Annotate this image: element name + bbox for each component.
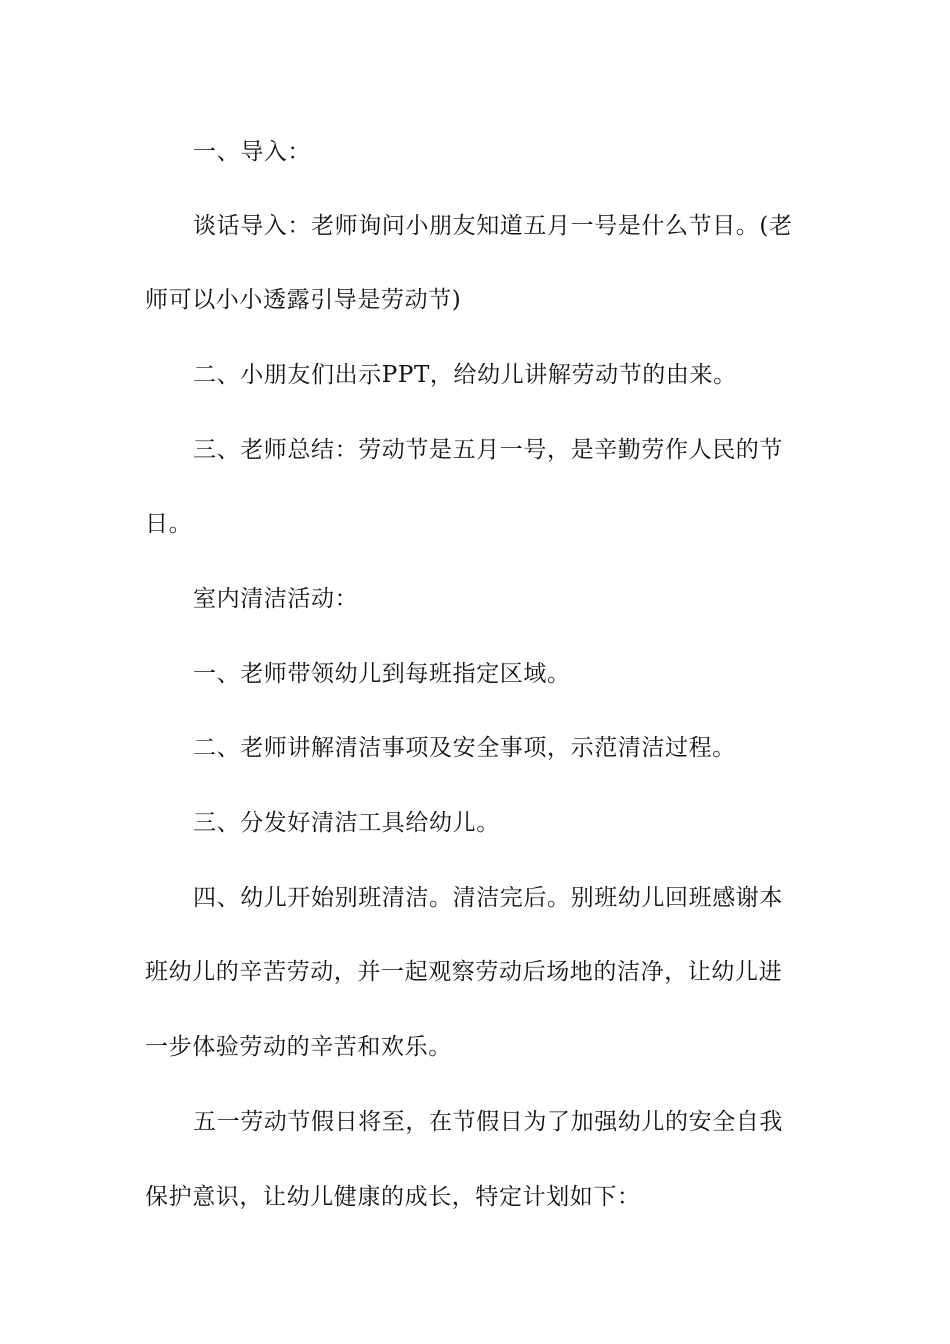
paragraph-cleaning-step-one: 一、老师带领幼儿到每班指定区域。 xyxy=(193,661,571,687)
paragraph-cleaning-step-two: 二、老师讲解清洁事项及安全事项，示范清洁过程。 xyxy=(193,735,736,761)
paragraph-intro-heading: 一、导入： xyxy=(193,139,311,165)
paragraph-holiday-safety: 五一劳动节假日将至，在节假日为了加强幼儿的安全自我 xyxy=(193,1109,783,1135)
paragraph-cleaning-step-four-line-two: 班幼儿的辛苦劳动，并一起观察劳动后场地的洁净，让幼儿进 xyxy=(145,959,783,985)
paragraph-cleaning-step-four-line-three: 一步体验劳动的辛苦和欢乐。 xyxy=(145,1034,452,1060)
paragraph-ppt-explanation: 二、小朋友们出示PPT，给幼儿讲解劳动节的由来。 xyxy=(193,362,737,388)
paragraph-talk-intro: 谈话导入：老师询问小朋友知道五月一号是什么节目。(老 xyxy=(193,213,793,239)
paragraph-teacher-summary-continued: 日。 xyxy=(145,511,193,537)
paragraph-cleaning-step-three: 三、分发好清洁工具给幼儿。 xyxy=(193,810,500,836)
paragraph-talk-intro-continued: 师可以小小透露引导是劳动节) xyxy=(145,287,462,313)
paragraph-cleaning-step-four: 四、幼儿开始别班清洁。清洁完后。别班幼儿回班感谢本 xyxy=(193,885,783,911)
paragraph-holiday-safety-continued: 保护意识，让幼儿健康的成长，特定计划如下： xyxy=(145,1184,641,1210)
paragraph-indoor-cleaning-heading: 室内清洁活动： xyxy=(193,586,359,612)
paragraph-teacher-summary: 三、老师总结：劳动节是五月一号，是辛勤劳作人民的节 xyxy=(193,437,783,463)
